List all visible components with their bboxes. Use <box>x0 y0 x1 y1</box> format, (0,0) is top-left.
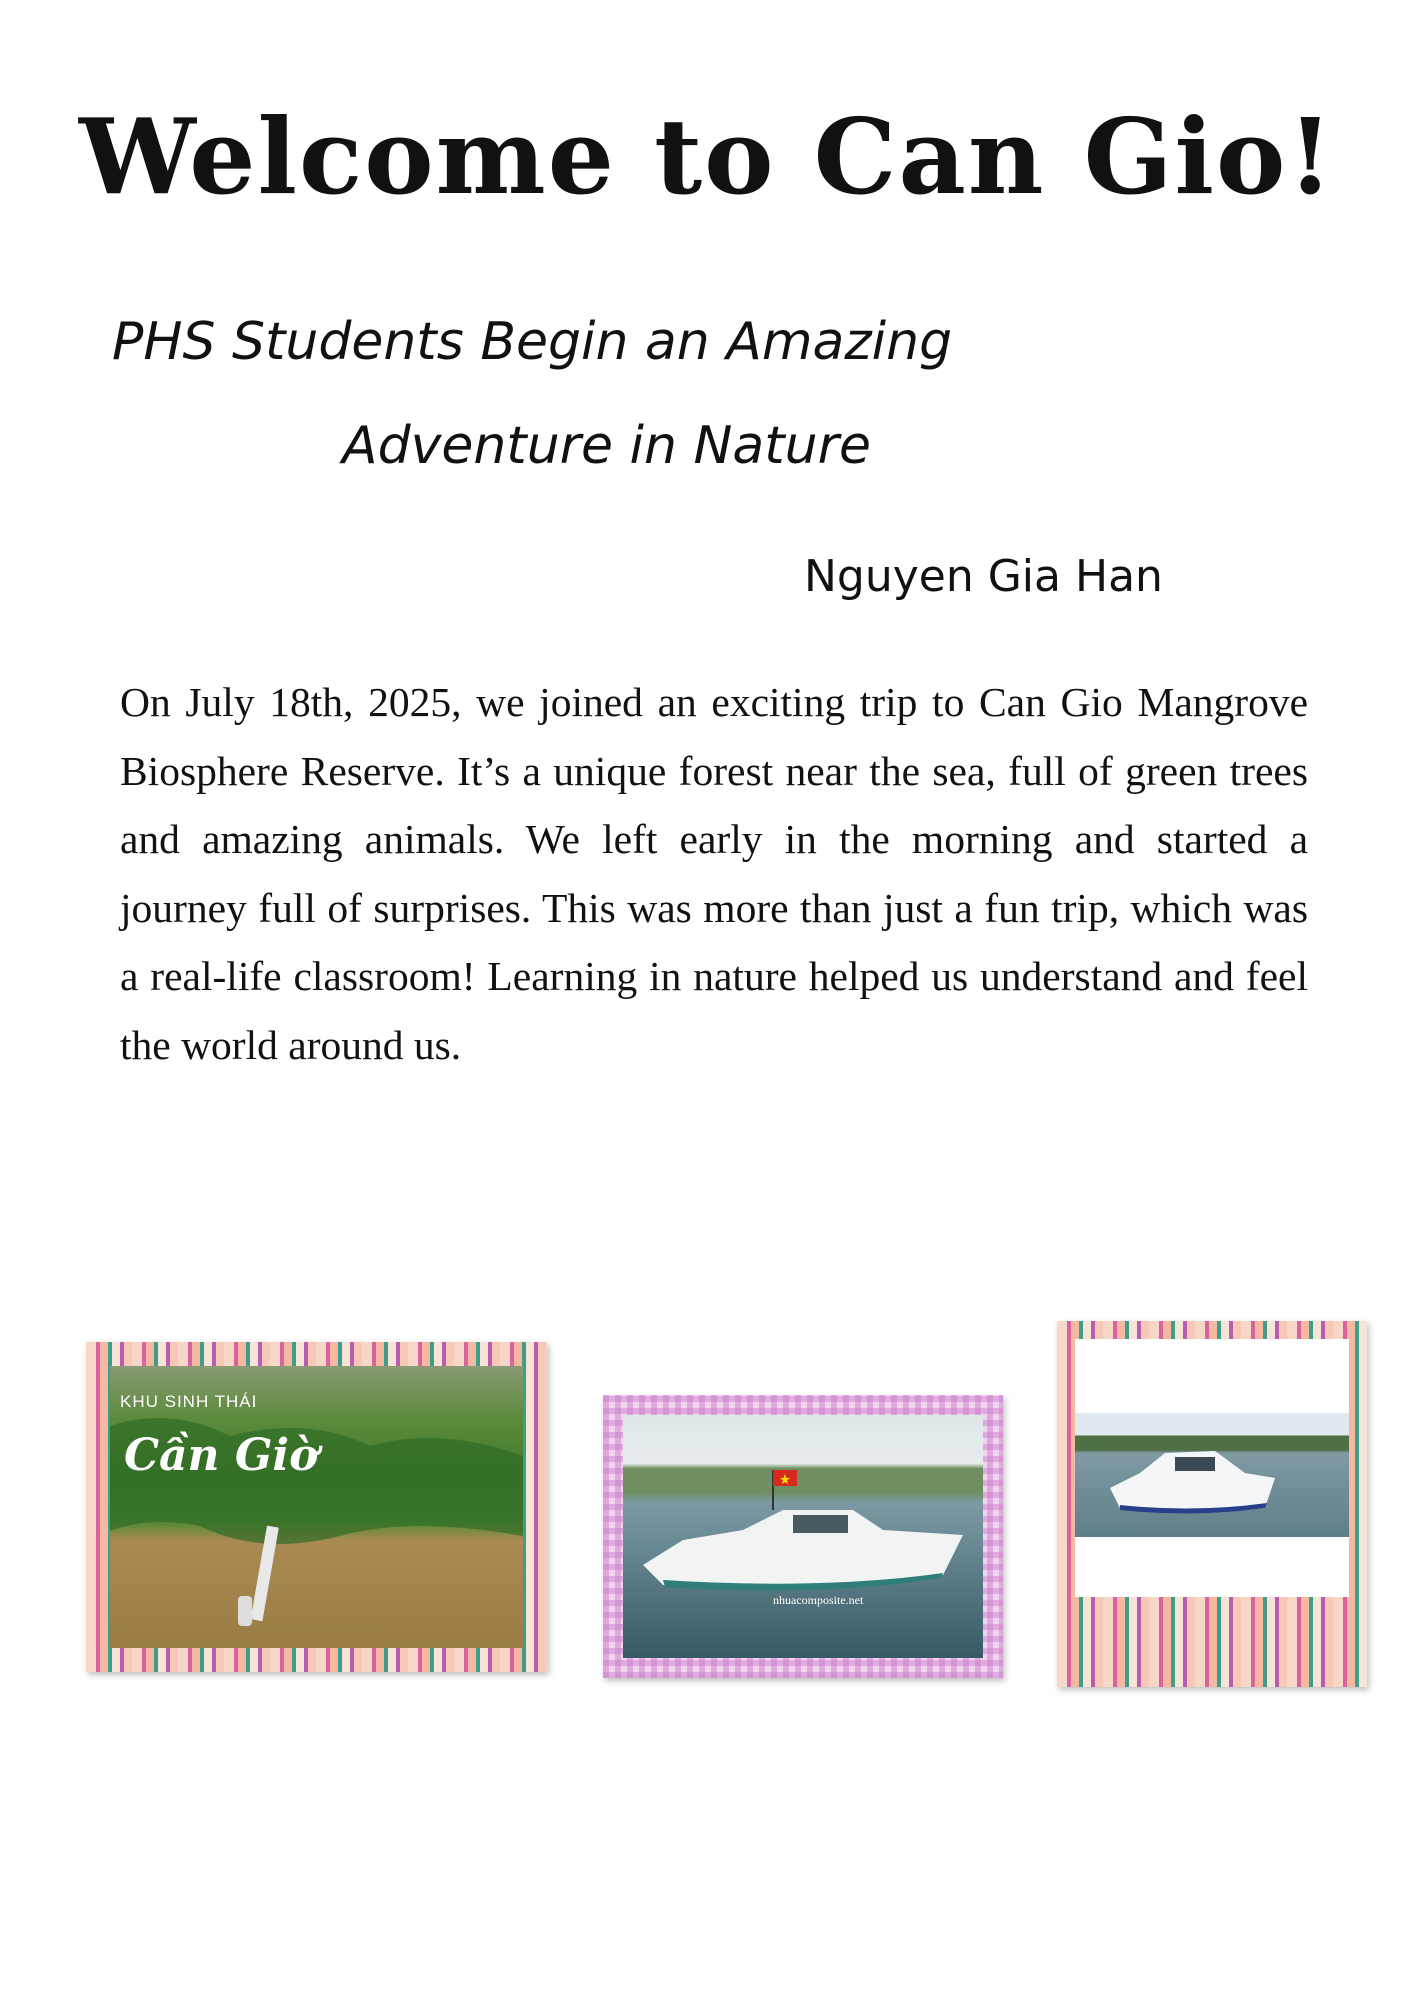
mangrove-photo <box>110 1366 523 1648</box>
cabin-boat-scene <box>1075 1413 1349 1537</box>
photo-frame-mangrove <box>86 1342 547 1672</box>
overlay-label-title: Cần Giờ <box>124 1430 319 1481</box>
overlay-label-top: KHU SINH THÁI <box>120 1392 258 1411</box>
photo-frame-speedboat <box>603 1395 1003 1678</box>
subtitle-line-1: PHS Students Begin an Amazing <box>112 312 953 372</box>
author-name: Nguyen Gia Han <box>804 551 1163 602</box>
subtitle-line-2: Adventure in Nature <box>342 416 871 476</box>
speedboat-photo <box>623 1415 983 1658</box>
article-body: On July 18th, 2025, we joined an exciting trip to Can Gio Mangrove Biosphere Reserve. It’s a unique forest near the sea, full of green trees and amazing animals. We left early in the morning and started a journey full of surprises. This was more than just a fun trip, which was a real-life classroom! Learning in nature helped us understand and feel the world around us. <box>120 679 1308 1068</box>
page-title: Welcome to Can Gio! <box>78 95 1336 218</box>
cabin-boat-photo <box>1075 1413 1349 1537</box>
speedboat-scene <box>623 1415 983 1658</box>
photo-frame-cabin-boat <box>1057 1321 1367 1687</box>
photo-watermark: nhuacomposite.net <box>773 1593 864 1607</box>
